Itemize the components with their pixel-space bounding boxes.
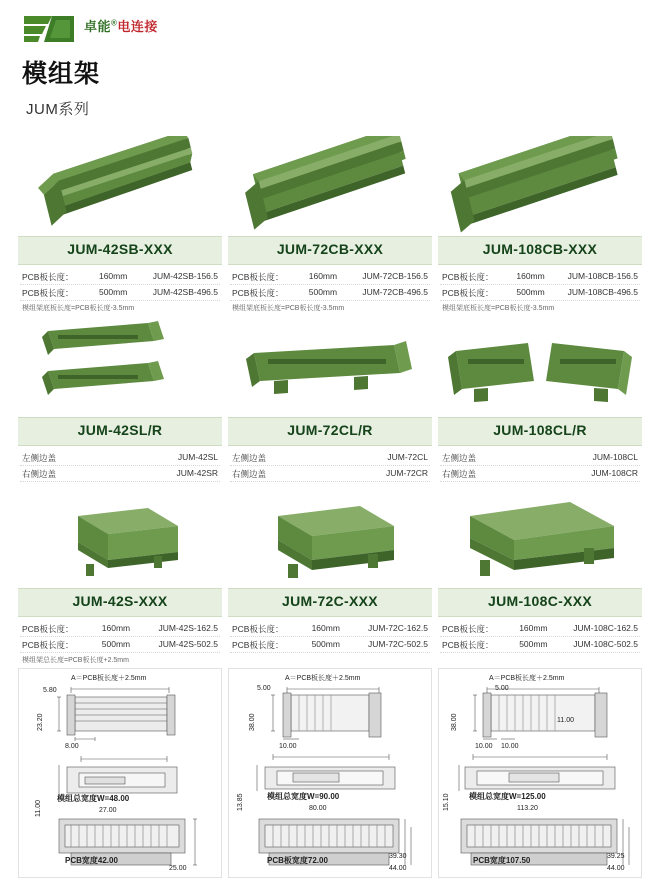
brand-tagline: 电连接	[117, 19, 158, 34]
dim-bottom-height: 44.00	[389, 865, 407, 872]
dim-a-note: A＝PCB板长度＋2.5mm	[285, 675, 361, 682]
spec-note	[230, 482, 430, 484]
page-subtitle: JUM系列	[26, 101, 90, 118]
spec-row	[230, 269, 430, 285]
spec-label: 右侧边盖	[22, 468, 57, 479]
product-photo-72-side-cover	[228, 317, 432, 417]
spec-value: 500mm	[311, 638, 340, 649]
page-title: 模组架	[22, 60, 101, 88]
dim-left-vert: 11.00	[35, 800, 42, 817]
spec-row	[20, 466, 220, 482]
product-card	[18, 488, 222, 665]
brand-registered-mark: ®	[111, 18, 118, 28]
product-card	[438, 136, 642, 313]
spec-row	[230, 285, 430, 301]
spec-label: PCB板长度：	[232, 623, 284, 634]
product-spec-table	[228, 617, 432, 655]
dim-inner-width: 113.20	[517, 805, 538, 812]
spec-note: 模组架底板长度=PCB板长度-3.5mm	[22, 305, 135, 312]
spec-row	[20, 621, 220, 637]
spec-label: PCB板长度：	[22, 639, 74, 650]
dim-inner-width: 27.00	[99, 807, 117, 814]
dim-height-left: 38.00	[451, 713, 458, 731]
product-photo-42s-assembly	[18, 488, 222, 588]
spec-label: PCB板长度：	[22, 287, 74, 298]
product-spec-table	[18, 446, 222, 484]
dim-a-note: A＝PCB板长度＋2.5mm	[71, 675, 147, 682]
product-name-band	[18, 417, 222, 446]
product-photo-42-side-cover	[18, 317, 222, 417]
dim-width-bottom: 10.00	[475, 743, 493, 750]
spec-label: 右侧边盖	[232, 468, 267, 479]
drawing-108	[438, 668, 642, 878]
spec-note	[440, 653, 640, 655]
product-name: JUM-108CL/R	[493, 422, 587, 438]
spec-code: JUM-108C-502.5	[573, 638, 638, 649]
product-name: JUM-42SB-XXX	[67, 241, 173, 257]
spec-label: PCB板长度：	[442, 639, 494, 650]
spec-label: PCB板长度：	[232, 639, 284, 650]
product-name: JUM-42S-XXX	[72, 593, 168, 609]
spec-row	[20, 637, 220, 653]
spec-label: PCB板长度：	[22, 271, 74, 282]
technical-drawings	[18, 668, 642, 878]
dim-left-vert: 15.10	[443, 793, 450, 811]
product-photo-108-side-cover	[438, 317, 642, 417]
drawing-42	[18, 668, 222, 878]
product-card	[18, 136, 222, 313]
dim-width-bottom2: 10.00	[501, 743, 519, 750]
spec-value: 160mm	[308, 270, 338, 281]
product-name: JUM-72C-XXX	[282, 593, 378, 609]
dim-a-note: A＝PCB板长度＋2.5mm	[489, 675, 565, 682]
product-spec-table	[18, 265, 222, 313]
dim-pcb-width: PCB宽度42.00	[65, 856, 118, 865]
product-name: JUM-72CB-XXX	[276, 241, 384, 257]
spec-code: JUM-42SL	[177, 451, 218, 462]
dim-module-width: 模组总宽度W=48.00	[57, 794, 130, 803]
spec-row	[230, 450, 430, 466]
spec-label: PCB板长度：	[442, 623, 494, 634]
spec-note	[20, 482, 220, 484]
spec-row	[230, 466, 430, 482]
spec-code: JUM-72CR	[385, 467, 428, 478]
product-card	[228, 488, 432, 665]
product-name: JUM-42SL/R	[77, 422, 163, 438]
spec-code: JUM-108C-162.5	[573, 622, 638, 633]
brand-wordmark	[84, 16, 158, 35]
spec-row	[440, 450, 640, 466]
spec-code: JUM-72C-162.5	[367, 622, 428, 633]
spec-label: PCB板长度：	[442, 287, 494, 298]
spec-code: JUM-42SR	[176, 467, 218, 478]
product-photo-72cb	[228, 136, 432, 236]
dim-left-vert: 13.85	[237, 793, 244, 811]
spec-row	[440, 621, 640, 637]
dim-inner-width: 80.00	[309, 805, 327, 812]
spec-value: 500mm	[308, 286, 338, 297]
spec-note: 模组架总长度=PCB板长度+2.5mm	[22, 657, 129, 664]
product-name-band	[228, 417, 432, 446]
spec-value: 500mm	[519, 638, 548, 649]
spec-code: JUM-72C-502.5	[367, 638, 428, 649]
dim-pcb-width: PCB板宽度72.00	[267, 856, 328, 865]
product-card	[228, 136, 432, 313]
product-name-band	[438, 417, 642, 446]
spec-code: JUM-42S-162.5	[158, 622, 218, 633]
product-card	[228, 317, 432, 484]
product-spec-table	[228, 265, 432, 313]
dim-top-left: 5.00	[257, 685, 271, 692]
product-name-band	[18, 236, 222, 265]
product-photo-72c-assembly	[228, 488, 432, 588]
product-spec-table	[438, 446, 642, 484]
spec-label: 左侧边盖	[442, 452, 477, 463]
spec-label: PCB板长度：	[232, 287, 284, 298]
product-photo-108c-assembly	[438, 488, 642, 588]
dim-right: 11.00	[557, 717, 574, 724]
dim-width-bottom: 8.00	[65, 743, 79, 750]
spec-label: 左侧边盖	[232, 452, 267, 463]
brand-name-cn: 卓能	[84, 19, 112, 34]
spec-note: 模组架底板长度=PCB板长度-3.5mm	[442, 305, 555, 312]
spec-row	[440, 285, 640, 301]
dim-bottom-height2: 39.25	[607, 853, 625, 860]
spec-row	[440, 466, 640, 482]
spec-value: 160mm	[516, 270, 545, 281]
product-name-band	[228, 588, 432, 617]
page-header	[0, 0, 660, 119]
spec-row	[20, 269, 220, 285]
spec-code: JUM-72CB-156.5	[362, 270, 428, 281]
spec-code: JUM-108CL	[592, 451, 638, 462]
product-spec-table	[18, 617, 222, 665]
dim-top-left: 5.00	[495, 685, 509, 692]
spec-note	[440, 482, 640, 484]
spec-code: JUM-42SB-496.5	[152, 286, 218, 297]
product-card	[438, 488, 642, 665]
spec-code: JUM-108CR	[591, 467, 638, 478]
spec-code: JUM-72CL	[387, 451, 428, 462]
spec-row	[20, 285, 220, 301]
spec-value: 160mm	[101, 622, 131, 633]
dim-pcb-width: PCB宽度107.50	[473, 856, 531, 865]
product-spec-table	[438, 265, 642, 313]
spec-label: PCB板长度：	[22, 623, 74, 634]
spec-code: JUM-108CB-496.5	[567, 286, 638, 297]
spec-row	[230, 637, 430, 653]
product-photo-108cb	[438, 136, 642, 236]
product-name-band	[438, 588, 642, 617]
drawing-72	[228, 668, 432, 878]
brand-logo	[22, 14, 660, 44]
product-name-band	[18, 588, 222, 617]
dim-bottom-height2: 39.30	[389, 853, 407, 860]
spec-code: JUM-108CB-156.5	[567, 270, 638, 281]
dim-height-left: 38.00	[249, 713, 256, 731]
spec-value: 500mm	[516, 286, 545, 297]
spec-code: JUM-42S-502.5	[158, 638, 218, 649]
product-name-band	[438, 236, 642, 265]
spec-label: 右侧边盖	[442, 468, 477, 479]
product-card	[438, 317, 642, 484]
product-name-band	[228, 236, 432, 265]
spec-row	[440, 637, 640, 653]
dim-bottom-height: 44.00	[607, 865, 625, 872]
spec-code: JUM-72CB-496.5	[362, 286, 428, 297]
spec-row	[440, 269, 640, 285]
dim-module-width: 模组总宽度W=90.00	[267, 792, 340, 801]
dim-width-bottom: 10.00	[279, 743, 297, 750]
dim-height-left: 23.20	[37, 713, 44, 731]
dim-top-left: 5.80	[43, 687, 57, 694]
green-bracket-logo-icon	[22, 14, 78, 44]
spec-value: 160mm	[311, 622, 340, 633]
spec-value: 500mm	[98, 286, 128, 297]
spec-value: 500mm	[101, 638, 131, 649]
product-card	[18, 317, 222, 484]
dim-bottom-height: 25.00	[169, 865, 187, 872]
spec-note	[230, 653, 430, 655]
product-name: JUM-108C-XXX	[488, 593, 592, 609]
spec-code: JUM-42SB-156.5	[152, 270, 218, 281]
spec-value: 160mm	[519, 622, 548, 633]
spec-label: PCB板长度：	[232, 271, 284, 282]
spec-note: 模组架底板长度=PCB板长度-3.5mm	[232, 305, 345, 312]
spec-value: 160mm	[98, 270, 128, 281]
dim-module-width: 模组总宽度W=125.00	[469, 792, 546, 801]
spec-row	[230, 621, 430, 637]
spec-row	[20, 450, 220, 466]
product-spec-table	[228, 446, 432, 484]
product-name: JUM-108CB-XXX	[482, 241, 598, 257]
product-grid	[18, 136, 642, 665]
product-spec-table	[438, 617, 642, 655]
product-name: JUM-72CL/R	[287, 422, 373, 438]
product-photo-42sb	[18, 136, 222, 236]
spec-label: 左侧边盖	[22, 452, 57, 463]
spec-label: PCB板长度：	[442, 271, 494, 282]
